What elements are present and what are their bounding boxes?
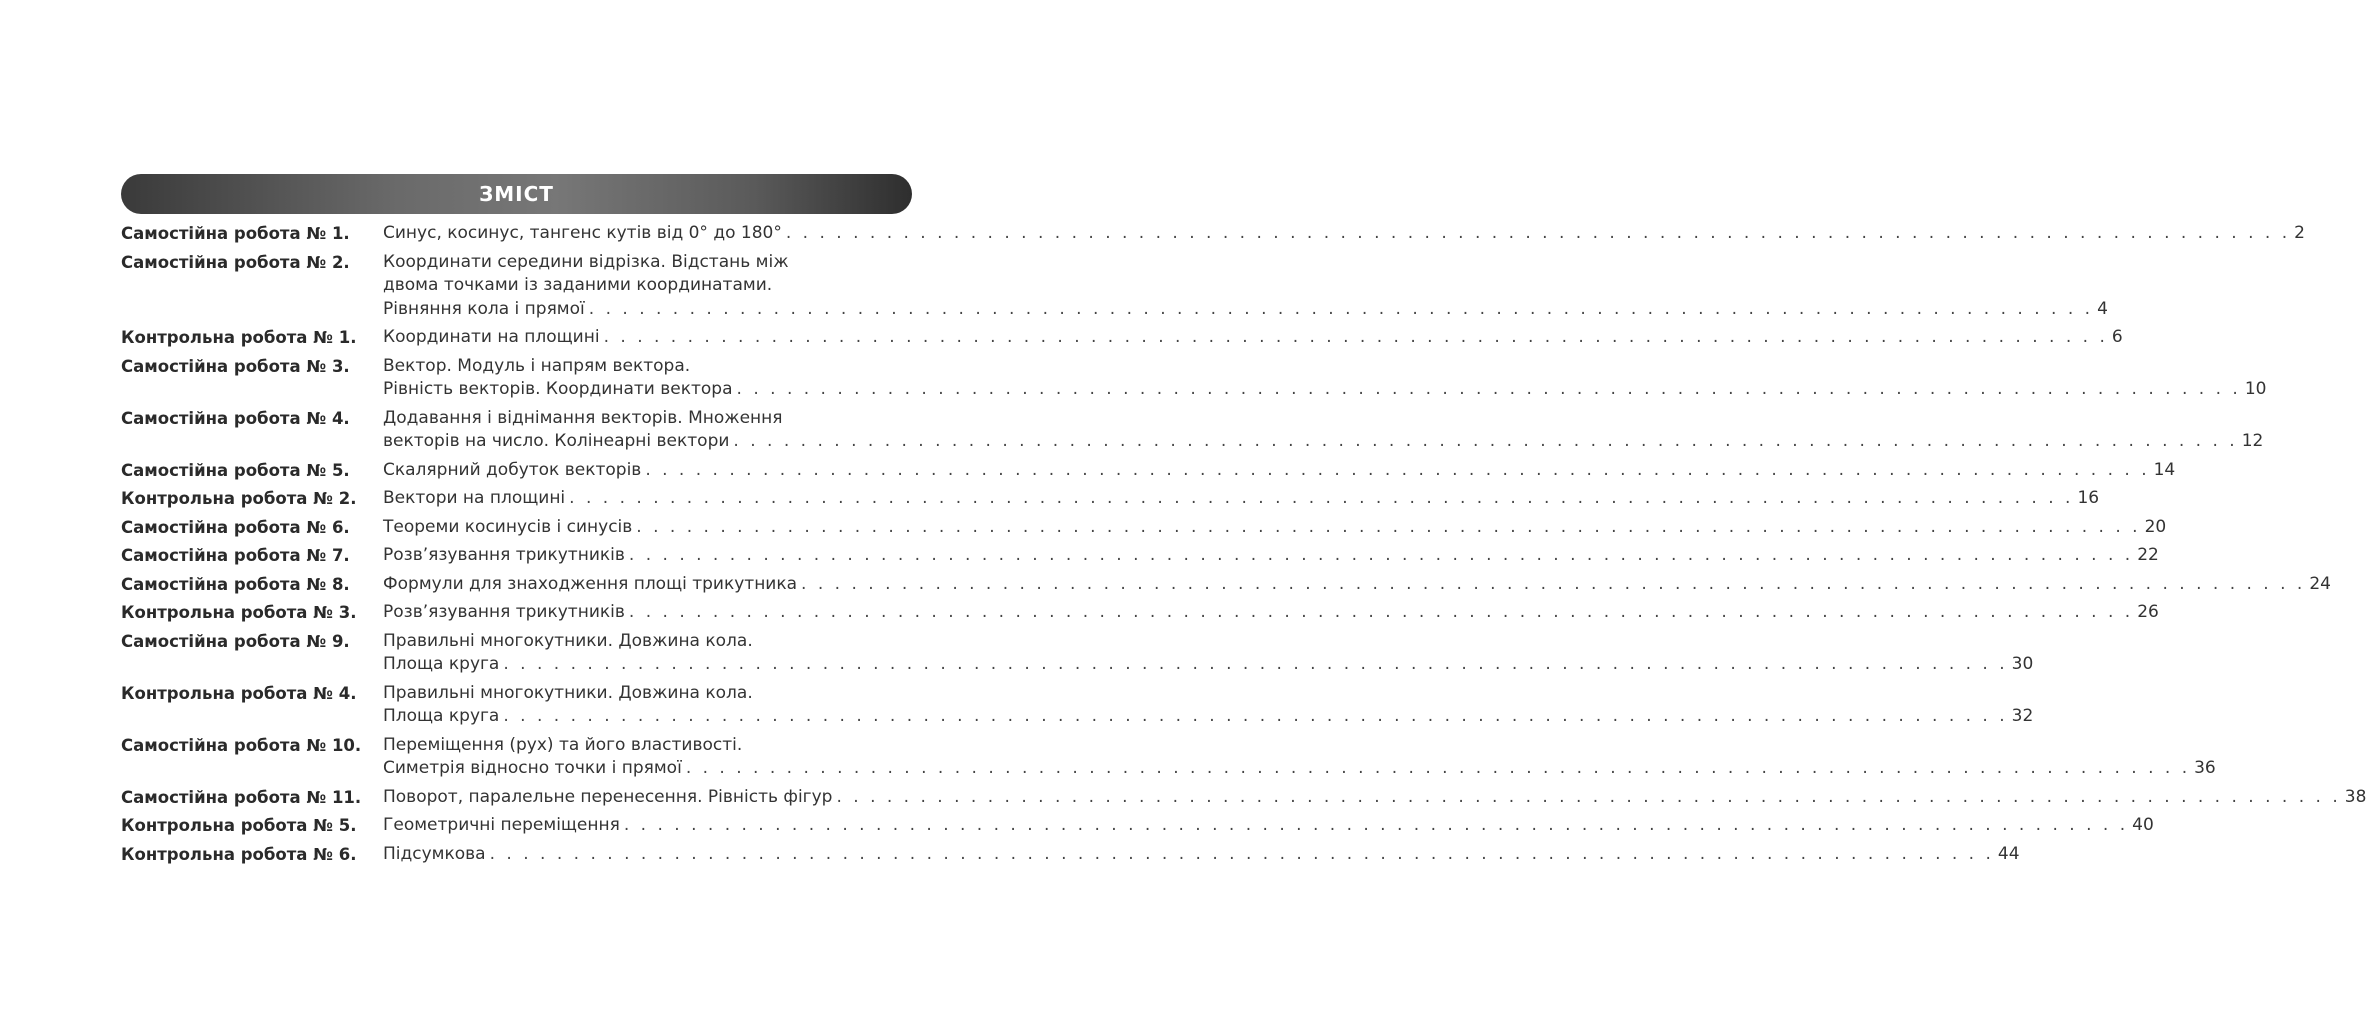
toc-entry-label: Контрольна робота № 2.	[121, 489, 357, 508]
toc-entry[interactable]	[121, 516, 2167, 540]
page-number: 14	[2153, 459, 2176, 480]
page-number: 38	[2344, 786, 2366, 807]
toc-entry-last-line	[383, 757, 2216, 781]
dot-leader	[604, 326, 2108, 350]
toc-entry[interactable]	[121, 814, 2154, 838]
toc-entry[interactable]	[121, 843, 2020, 867]
toc-entry-label: Самостійна робота № 9.	[121, 631, 350, 651]
toc-entry-last-line	[383, 222, 2305, 246]
toc-entry-label: Контрольна робота № 4.	[121, 683, 357, 703]
toc-entry-label: Самостійна робота № 1.	[121, 224, 350, 243]
toc-entry-last-line	[383, 378, 2266, 402]
dot-leader	[636, 516, 2140, 540]
page-number: 36	[2194, 758, 2216, 778]
dot-leader	[737, 378, 2241, 402]
toc-entry-title	[383, 407, 2263, 454]
toc-entry-label: Контрольна робота № 1.	[121, 328, 357, 347]
toc-entry-title	[383, 786, 2366, 810]
toc-entry-last-line	[383, 430, 2263, 454]
toc-entry-title-line: Підсумкова	[383, 843, 486, 864]
page-number: 6	[2111, 327, 2123, 347]
toc-entry-last-line	[383, 487, 2099, 511]
dot-leader	[569, 487, 2073, 511]
toc-entry-label: Самостійна робота № 8.	[121, 574, 350, 594]
dot-leader	[624, 814, 2128, 838]
dot-leader	[733, 430, 2237, 454]
toc-entry-title-line: Координати на площині	[383, 327, 600, 347]
toc-entry-label: Контрольна робота № 3.	[121, 603, 357, 622]
toc-entry-title-line: Розв’язування трикутників	[383, 602, 625, 622]
dot-leader	[589, 298, 2093, 322]
dot-leader	[490, 843, 1994, 867]
page-number: 32	[2011, 706, 2034, 726]
page-number: 26	[2137, 602, 2159, 622]
toc-entry-title	[383, 573, 2331, 597]
toc-entry[interactable]	[121, 459, 2176, 483]
toc-entry-last-line	[383, 516, 2166, 540]
toc-entry-title-line: Вектори на площині	[383, 488, 566, 508]
toc-entry-title	[383, 544, 2159, 568]
toc-entry-last-line	[383, 786, 2366, 810]
page-number: 40	[2132, 815, 2154, 835]
page-number: 10	[2244, 379, 2267, 399]
dot-leader	[786, 222, 2290, 246]
toc-entry-title-line: Рівняння кола і прямої	[383, 298, 585, 319]
dot-leader	[503, 653, 2007, 677]
toc-entry[interactable]	[121, 630, 2034, 677]
toc-entry-title	[383, 326, 2123, 350]
toc-entry-label: Самостійна робота № 6.	[121, 517, 350, 537]
toc-entry-title	[383, 682, 2033, 729]
toc-entry-last-line	[383, 843, 2020, 867]
page-number: 16	[2077, 488, 2100, 508]
toc-entry-title	[383, 630, 2033, 677]
toc-entry-label: Контрольна робота № 5.	[121, 816, 357, 835]
toc-entry-title-line: Координати середини відрізка. Відстань між	[383, 251, 789, 272]
toc-entry-title-line: Переміщення (рух) та його властивості.	[383, 734, 743, 755]
toc-entry-title-line: Площа круга	[383, 654, 500, 674]
toc-entry-last-line	[383, 326, 2123, 350]
toc-entry-title	[383, 814, 2154, 838]
toc-title: ЗМІСТ	[479, 182, 554, 206]
toc-entry-last-line	[383, 653, 2033, 677]
page-number: 20	[2144, 516, 2167, 537]
dot-leader	[836, 786, 2340, 810]
toc-entry[interactable]	[121, 682, 2034, 729]
toc-entry[interactable]	[121, 601, 2159, 625]
toc-entry-title-line: векторів на число. Колінеарні вектори	[383, 431, 730, 451]
toc-entry[interactable]	[121, 222, 2305, 246]
toc-entry-title	[383, 516, 2166, 540]
dot-leader	[629, 601, 2133, 625]
toc-entry-title-line: Площа круга	[383, 706, 500, 726]
page-number: 24	[2309, 573, 2331, 594]
dot-leader	[801, 573, 2305, 597]
toc-entry-label: Самостійна робота № 5.	[121, 460, 350, 480]
toc-entry-title	[383, 251, 2108, 322]
toc-entry-last-line	[383, 814, 2154, 838]
page-number: 12	[2241, 431, 2264, 451]
toc-entry-title	[383, 355, 2266, 402]
toc-entry-last-line	[383, 544, 2159, 568]
toc-entry-title-line: Геометричні переміщення	[383, 815, 620, 835]
page-number: 44	[1997, 843, 2020, 864]
toc-entry-label: Самостійна робота № 7.	[121, 546, 350, 565]
toc-entry-label: Самостійна робота № 11.	[121, 787, 362, 807]
toc-entry-label: Контрольна робота № 6.	[121, 844, 357, 864]
toc-entry-last-line	[383, 459, 2175, 483]
toc-entry-last-line	[383, 705, 2033, 729]
toc-entry-title-line: Рівність векторів. Координати вектора	[383, 379, 733, 399]
toc-header-bar	[121, 174, 912, 214]
toc-entry[interactable]	[121, 407, 2264, 454]
page-number: 4	[2097, 298, 2108, 319]
toc-entry-title-line: Розв’язування трикутників	[383, 545, 625, 565]
toc-entry-title	[383, 487, 2099, 511]
toc-entry-last-line	[383, 573, 2331, 597]
toc-entry-title-line: Поворот, паралельне перенесення. Рівність фігур	[383, 786, 833, 807]
dot-leader	[686, 757, 2190, 781]
toc-entry-title	[383, 222, 2305, 246]
toc-entry-title-line: Теореми косинусів і синусів	[383, 516, 633, 537]
toc-entry-last-line	[383, 298, 2108, 322]
toc-entry[interactable]	[121, 326, 2123, 350]
toc-entry[interactable]	[121, 573, 2331, 597]
toc-entry[interactable]	[121, 355, 2267, 402]
toc-entry-label: Самостійна робота № 10.	[121, 735, 362, 755]
dot-leader	[645, 459, 2149, 483]
toc-entry-title-line: Синус, косинус, тангенс кутів від 0° до 180°	[383, 223, 782, 243]
toc-entry-title	[383, 459, 2175, 483]
toc-entry[interactable]	[121, 544, 2159, 568]
toc-entry-label: Самостійна робота № 4.	[121, 408, 350, 428]
toc-entry-label: Самостійна робота № 3.	[121, 356, 350, 376]
table-of-contents	[121, 222, 2366, 871]
page-number: 22	[2137, 545, 2159, 565]
toc-entry-label: Самостійна робота № 2.	[121, 252, 350, 272]
toc-entry-title-line: Скалярний добуток векторів	[383, 459, 642, 480]
toc-entry-last-line	[383, 601, 2159, 625]
toc-entry-title	[383, 601, 2159, 625]
toc-entry-title-line: Додавання і віднімання векторів. Множення	[383, 407, 783, 428]
dot-leader	[503, 705, 2007, 729]
toc-entry-title	[383, 734, 2216, 781]
page-number: 2	[2294, 223, 2305, 243]
toc-entry-title-line: двома точками із заданими координатами.	[383, 275, 773, 295]
toc-entry-title-line: Правильні многокутники. Довжина кола.	[383, 630, 753, 651]
dot-leader	[629, 544, 2133, 568]
toc-entry-title-line: Вектор. Модуль і напрям вектора.	[383, 355, 691, 376]
page-number: 30	[2011, 654, 2034, 674]
toc-entry[interactable]	[121, 734, 2216, 781]
toc-entry[interactable]	[121, 786, 2366, 810]
toc-entry-title-line: Формули для знаходження площі трикутника	[383, 573, 798, 594]
toc-entry-title	[383, 843, 2020, 867]
toc-entry-title-line: Правильні многокутники. Довжина кола.	[383, 682, 753, 703]
toc-entry[interactable]	[121, 487, 2100, 511]
toc-entry-title-line: Симетрія відносно точки і прямої	[383, 758, 682, 778]
toc-entry[interactable]	[121, 251, 2108, 322]
